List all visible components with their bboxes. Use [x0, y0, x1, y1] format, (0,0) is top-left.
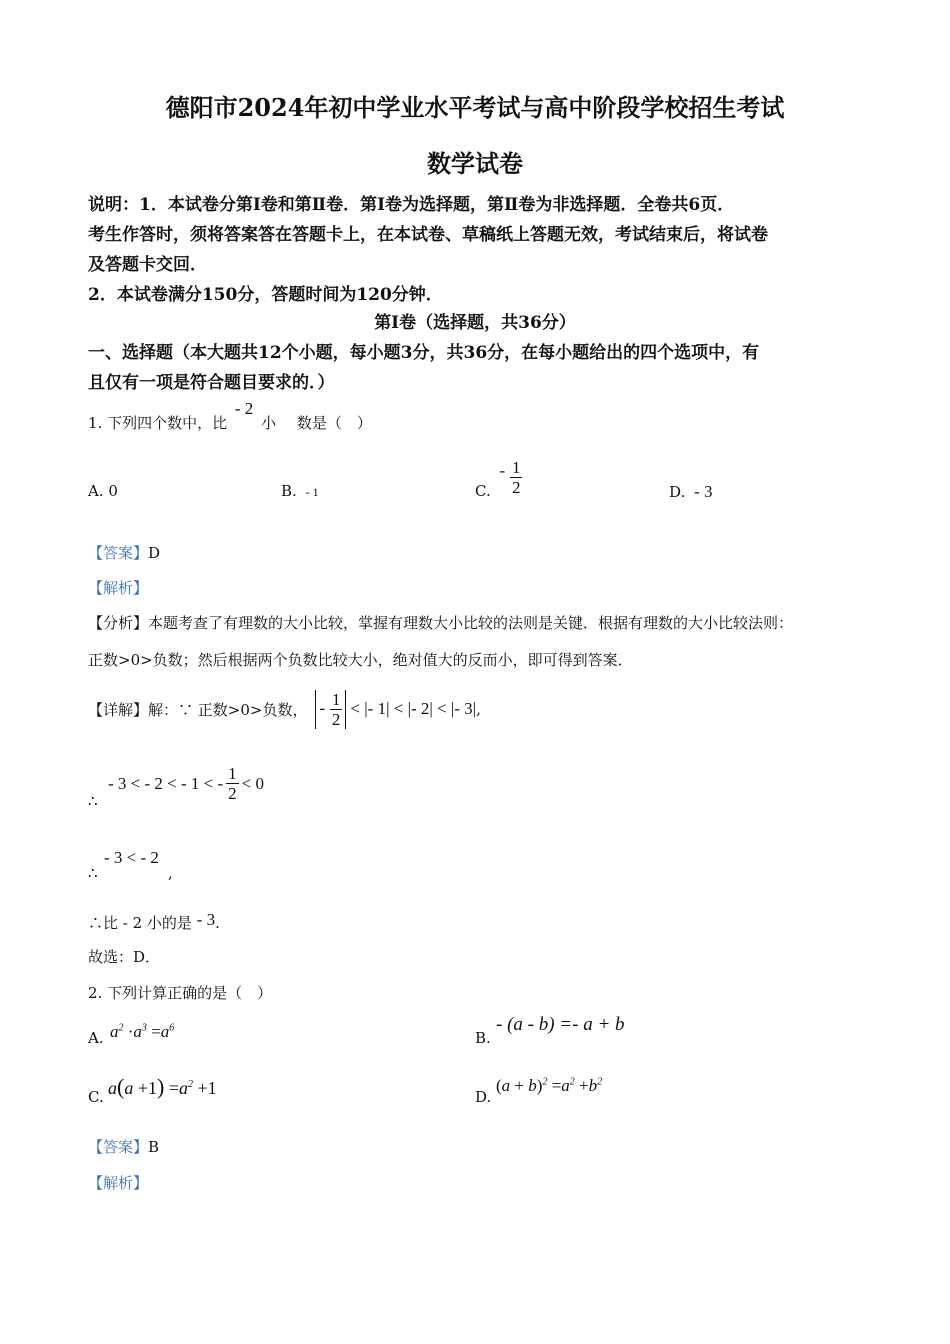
answer-tag: 【答案】 — [88, 1138, 149, 1156]
half-fraction — [226, 764, 239, 803]
q1-analysis-tag: 【解析】 — [88, 579, 149, 597]
fraction-numerator: 1 — [511, 457, 521, 477]
fraction-denominator: 2 — [331, 709, 341, 729]
q1-option-d-value: - 3 — [694, 482, 713, 501]
note-line-1: 说明：1．本试卷分第Ⅰ卷和第Ⅱ卷．第Ⅰ卷为选择题，第Ⅱ卷为非选择题．全卷共6页． — [88, 195, 735, 215]
neg-sign: - — [319, 698, 326, 717]
note-line-3: 及答题卡交回． — [88, 255, 207, 275]
exam-subtitle: 数学试卷 — [427, 149, 523, 178]
conclusion-value: - 3 — [196, 910, 216, 929]
q1-option-b-value: - 1 — [305, 485, 319, 499]
q1-answer — [88, 542, 160, 563]
conclusion-text: ∴比 - 2 小的是 — [88, 914, 192, 932]
q1-option-d — [669, 482, 712, 502]
inequality-chain-2 — [108, 764, 264, 803]
ineq-2-left: - 3 < - 2 < - 1 < - — [108, 773, 224, 793]
q1-option-b-label: B. — [281, 482, 297, 500]
q1-stem-small: 小 — [261, 414, 277, 432]
note-line-4: 2．本试卷满分150分，答题时间为120分钟． — [88, 285, 443, 305]
q2-option-c-expr: $a(a +1) =a^2 +1$ — [108, 1074, 217, 1099]
inequality-chain-3: - 3 < - 2 — [104, 848, 159, 867]
q2-analysis-tag: 【解析】 — [88, 1174, 149, 1192]
conclusion-end: . — [215, 914, 220, 932]
fraction-numerator: 1 — [228, 764, 237, 783]
section-heading: 第Ⅰ卷（选择题，共36分） — [374, 313, 576, 333]
fraction-denominator: 2 — [511, 477, 521, 497]
q1-option-c-sign: - — [499, 461, 506, 480]
detail-tag: 【详解】 — [88, 700, 149, 719]
q1-fenxi-line-1 — [88, 612, 793, 633]
ineq-2-right: < 0 — [241, 773, 265, 793]
fenxi-text-1: 本题考查了有理数的大小比较，掌握有理数大小比较的法则是关键．根据有理数的大小比较法则： — [148, 614, 794, 632]
therefore-1: ∴ — [88, 792, 98, 810]
q1-stem-end: 数是（ ） — [296, 414, 372, 432]
q2-answer — [88, 1136, 159, 1157]
q2-option-d-expr: $(a + b)^2 =a^2 +b^2$ — [496, 1076, 603, 1095]
therefore-2: ∴ — [88, 864, 98, 882]
q1-stem — [88, 399, 372, 433]
answer-value: B — [148, 1138, 160, 1156]
answer-tag: 【答案】 — [88, 544, 149, 562]
q2-option-c-label: C. — [88, 1088, 104, 1106]
half-fraction — [330, 690, 343, 729]
q1-option-c-label: C. — [475, 482, 491, 500]
part-one-instructions-2: 且仅有一项是符合题目要求的．） — [88, 373, 335, 393]
q2-option-b-label: B. — [475, 1029, 491, 1047]
q1-fenxi-line-2: 正数>0>负数；然后根据两个负数比较大小，绝对值大的反而小，即可得到答案． — [88, 651, 633, 669]
fenxi-tag: 【分析】 — [88, 614, 149, 632]
q2-option-a-label: A. — [88, 1029, 104, 1047]
q1-option-d-label: D. — [669, 483, 686, 501]
q1-option-c-fraction — [510, 458, 523, 497]
part-one-instructions-1: 一、选择题（本大题共12个小题，每小题3分，共36分，在每小题给出的四个选项中，有 — [88, 343, 760, 363]
q1-option-b — [281, 482, 319, 500]
q1-detail-line — [88, 686, 481, 732]
q1-conclusion — [88, 912, 220, 933]
q1-stem-number: - 2 — [234, 399, 254, 418]
q1-option-c — [475, 454, 522, 500]
q1-option-a: A. 0 — [88, 482, 118, 500]
q2-option-d-label: D. — [475, 1088, 492, 1106]
exam-title: 德阳市2024年初中学业水平考试与高中阶段学校招生考试 — [165, 93, 785, 122]
fraction-numerator: 1 — [331, 689, 341, 709]
abs-neg-half — [315, 690, 346, 729]
note-line-2: 考生作答时，须将答案答在答题卡上，在本试卷、草稿纸上答题无效，考试结束后，将试卷 — [88, 225, 768, 245]
detail-text: 解：∵ 正数>0>负数， — [148, 700, 308, 719]
fraction-denominator: 2 — [228, 784, 237, 803]
comma: , — [476, 700, 481, 718]
q2-option-a-expr: $a^2 \cdot a^3 =a^6$ — [110, 1022, 175, 1041]
q1-choice: 故选：D． — [88, 948, 161, 966]
q1-stem-text: 1. 下列四个数中，比 — [88, 414, 228, 432]
q2-stem: 2. 下列计算正确的是（ ） — [88, 984, 273, 1002]
inequality-chain-1: < |- 1| < |- 2| < |- 3| — [350, 699, 477, 718]
q2-option-b-expr: - (a - b) =- a + b — [496, 1014, 625, 1035]
answer-value: D — [148, 544, 161, 562]
comma: , — [168, 864, 173, 882]
